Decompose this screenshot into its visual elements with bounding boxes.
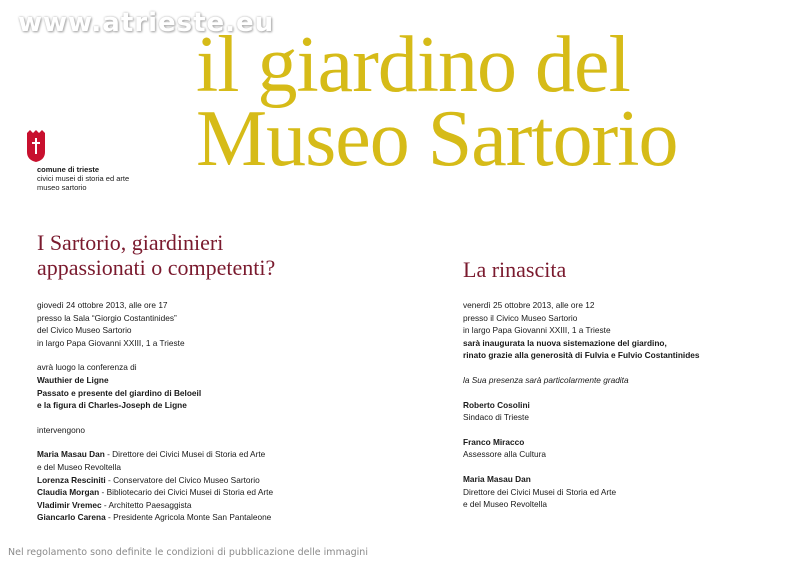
right-announcement-2: rinato grazie alla generosità di Fulvia e Fulvio Costantinides <box>463 350 700 361</box>
list-item: e del Museo Revoltella <box>37 461 121 472</box>
list-item: Vladimir Vremec - Architetto Paesaggista <box>37 499 192 510</box>
right-event-details <box>463 299 700 511</box>
left-venue-2: del Civico Museo Sartorio <box>37 325 132 336</box>
left-heading <box>37 230 275 280</box>
comune-line-3: museo sartorio <box>37 183 87 192</box>
footer-note: Nel regolamento sono definite le condizioni di pubblicazione delle immagini <box>8 547 368 558</box>
left-venue-1: presso la Sala “Giorgio Costantinides” <box>37 312 177 323</box>
left-venue-3: in largo Papa Giovanni XXIII, 1 a Trieste <box>37 337 185 348</box>
left-heading-line-2: appassionati o competenti? <box>37 255 276 280</box>
left-talk-title-2: e la figura di Charles-Joseph de Ligne <box>37 400 187 411</box>
list-item: Claudia Morgan - Bibliotecario dei Civici Musei di Storia ed Arte <box>37 487 274 498</box>
right-venue-1: presso il Civico Museo Sartorio <box>463 312 578 323</box>
right-announcement-1: sarà inaugurata la nuova sistemazione del giardino, <box>463 337 667 348</box>
comune-line-2: civici musei di storia ed arte <box>37 174 130 183</box>
right-person-1-name: Roberto Cosolini <box>463 399 530 410</box>
left-conf-intro: avrà luogo la conferenza di <box>37 362 137 373</box>
left-talk-title-1: Passato e presente del giardino di Beloeil <box>37 387 202 398</box>
right-person-3-role-2: e del Museo Revoltella <box>463 499 547 510</box>
watermark: www.atrieste.eu <box>18 8 275 38</box>
right-heading: La rinascita <box>463 257 567 282</box>
right-person-3-role-1: Direttore dei Civici Musei di Storia ed Arte <box>463 486 617 497</box>
left-intervengono: intervengono <box>37 424 85 435</box>
comune-name: comune di trieste <box>37 165 100 174</box>
speaker-list <box>37 448 273 524</box>
title-line-1: il giardino del <box>196 21 630 109</box>
trieste-crest-logo <box>25 130 47 162</box>
right-person-1-role: Sindaco di Trieste <box>463 412 529 423</box>
right-date: venerdì 25 ottobre 2013, alle ore 12 <box>463 300 595 310</box>
right-person-2-name: Franco Miracco <box>463 436 525 447</box>
left-speaker: Wauthier de Ligne <box>37 374 109 385</box>
left-event-details <box>37 299 273 524</box>
title-line-2: Museo Sartorio <box>196 95 678 183</box>
right-venue-2: in largo Papa Giovanni XXIII, 1 a Trieste <box>463 325 611 336</box>
left-heading-line-1: I Sartorio, giardinieri <box>37 230 224 255</box>
right-presence-note: la Sua presenza sarà particolarmente gradita <box>463 374 629 385</box>
page-title <box>196 21 678 183</box>
list-item: Lorenza Resciniti - Conservatore del Civico Museo Sartorio <box>37 474 260 485</box>
comune-block <box>37 165 129 192</box>
list-item: Maria Masau Dan - Direttore dei Civici Musei di Storia ed Arte <box>37 449 266 460</box>
right-person-3-name: Maria Masau Dan <box>463 473 531 484</box>
list-item: Giancarlo Carena - Presidente Agricola Monte San Pantaleone <box>37 512 272 523</box>
left-date: giovedì 24 ottobre 2013, alle ore 17 <box>37 300 168 310</box>
right-person-2-role: Assessore alla Cultura <box>463 449 547 460</box>
